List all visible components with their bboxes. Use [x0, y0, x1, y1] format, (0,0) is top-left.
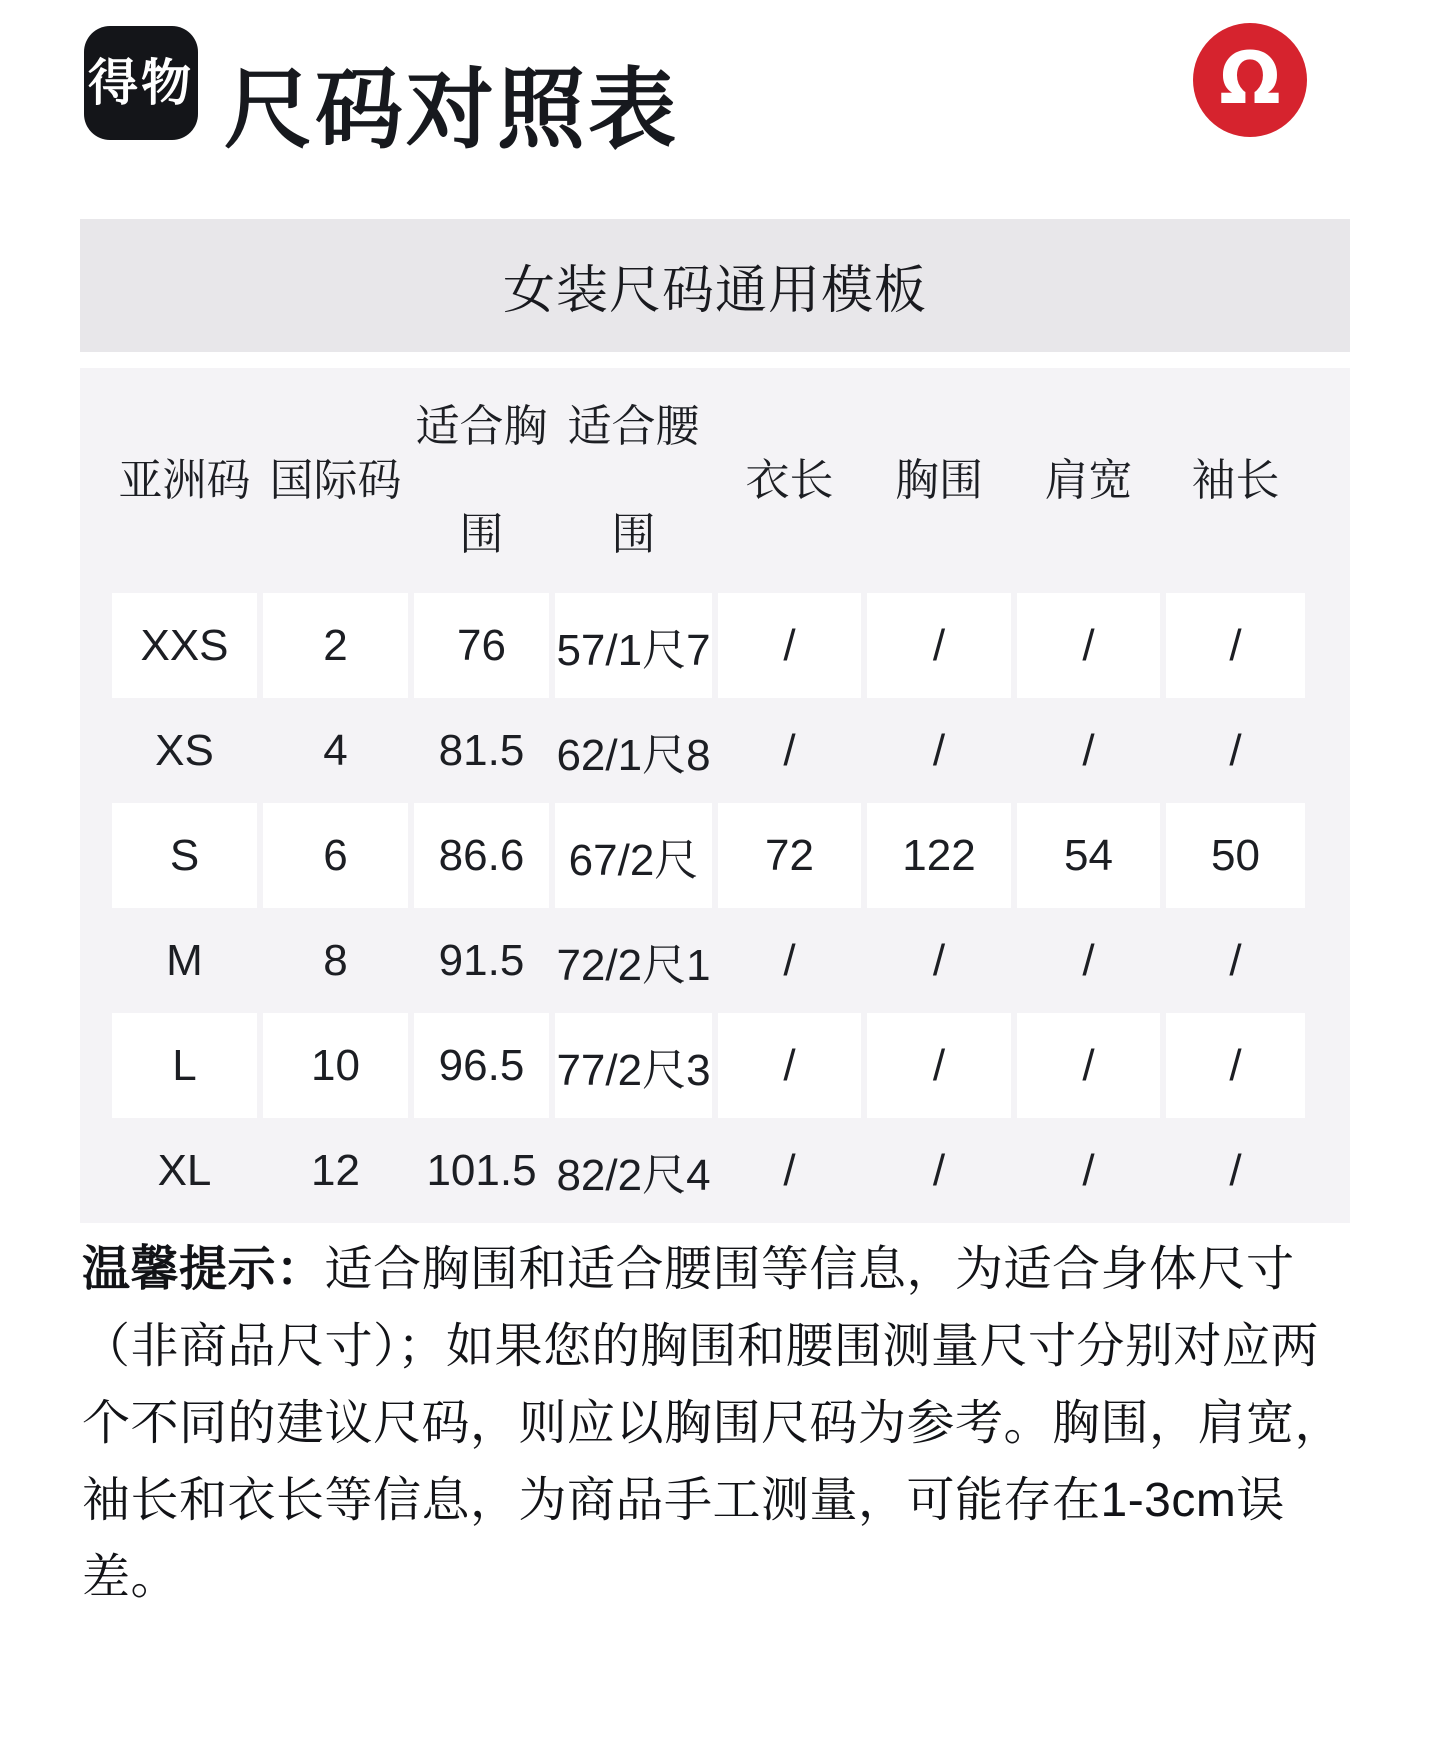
column-header: 亚洲码 — [118, 455, 251, 505]
table-cell: / — [1229, 725, 1242, 775]
table-cell: M — [166, 935, 203, 985]
table-cell: 67/2尺 — [555, 803, 712, 908]
table-cell: 77/2尺3 — [555, 1013, 712, 1118]
table-cell: / — [1229, 935, 1242, 985]
column-header: 适合腰围 — [567, 401, 700, 559]
table-cell: 122 — [867, 803, 1011, 908]
size-table — [106, 368, 1311, 1223]
table-cell: S — [112, 803, 257, 908]
size-table-header-row — [112, 368, 1305, 593]
table-cell: 2 — [263, 593, 408, 698]
table-cell: 50 — [1166, 803, 1305, 908]
note-label: 温馨提示： — [82, 1243, 325, 1296]
dewu-logo-icon — [84, 26, 198, 140]
table-cell: 57/1尺7 — [555, 593, 712, 698]
table-cell: 72 — [718, 803, 861, 908]
table-cell: 10 — [263, 1013, 408, 1118]
table-cell: 62/1尺8 — [556, 730, 711, 780]
table-cell: 8 — [323, 935, 348, 985]
table-row — [112, 908, 1305, 1013]
table-row — [112, 698, 1305, 803]
table-cell: 54 — [1017, 803, 1160, 908]
column-header: 适合胸围 — [415, 401, 548, 559]
table-cell: 72/2尺1 — [556, 940, 711, 990]
dewu-logo-text: 得物 — [88, 55, 194, 111]
size-table-container — [80, 368, 1350, 1223]
note-text — [82, 1231, 1366, 1616]
table-cell: / — [932, 1145, 946, 1195]
template-banner-title: 女装尺码通用模板 — [502, 262, 927, 320]
table-cell: / — [867, 593, 1011, 698]
table-cell: / — [932, 725, 946, 775]
table-cell: XXS — [112, 593, 257, 698]
table-cell: 86.6 — [414, 803, 549, 908]
lululemon-logo-icon — [1193, 23, 1307, 137]
table-cell: / — [1229, 1145, 1242, 1195]
table-cell: / — [783, 725, 796, 775]
table-cell: XS — [155, 725, 214, 775]
table-cell: / — [1017, 593, 1160, 698]
table-cell: L — [112, 1013, 257, 1118]
table-cell: / — [867, 1013, 1011, 1118]
table-cell: / — [1017, 1013, 1160, 1118]
note-body: 适合胸围和适合腰围等信息，为适合身体尺寸（非商品尺寸）；如果您的胸围和腰围测量尺寸分别对应两个不同的建议尺码，则应以胸围尺码为参考。胸围，肩宽，袖长和衣长等信息，为商品手工测量，可能存在1-3cm误差。 — [82, 1243, 1344, 1604]
table-cell: 96.5 — [414, 1013, 549, 1118]
table-cell: / — [718, 593, 861, 698]
table-cell: / — [1082, 1145, 1095, 1195]
column-header: 袖长 — [1191, 455, 1280, 505]
table-cell: 4 — [323, 725, 348, 775]
template-banner — [80, 219, 1350, 352]
column-header: 胸围 — [895, 455, 983, 505]
table-cell: / — [932, 935, 946, 985]
table-cell: / — [1166, 1013, 1305, 1118]
table-cell: 91.5 — [438, 935, 525, 985]
table-cell: / — [1166, 593, 1305, 698]
table-cell: / — [783, 1145, 796, 1195]
table-cell: 6 — [263, 803, 408, 908]
table-cell: 76 — [414, 593, 549, 698]
table-cell: 12 — [311, 1145, 360, 1195]
table-cell: XL — [157, 1145, 212, 1195]
table-cell: / — [783, 935, 796, 985]
table-cell: / — [718, 1013, 861, 1118]
table-cell: / — [1082, 935, 1095, 985]
table-row — [112, 803, 1305, 908]
table-cell: 82/2尺4 — [556, 1150, 711, 1200]
table-cell: 101.5 — [426, 1145, 537, 1195]
table-row — [112, 1118, 1305, 1223]
table-cell: / — [1082, 725, 1095, 775]
table-row — [112, 1013, 1305, 1118]
column-header: 衣长 — [745, 455, 834, 505]
page-title: 尺码对照表 — [224, 60, 680, 159]
column-header: 肩宽 — [1044, 455, 1133, 505]
table-row — [112, 593, 1305, 698]
table-cell: 81.5 — [438, 725, 525, 775]
omega-glyph: Ω — [1219, 36, 1281, 120]
column-header: 国际码 — [269, 455, 402, 505]
